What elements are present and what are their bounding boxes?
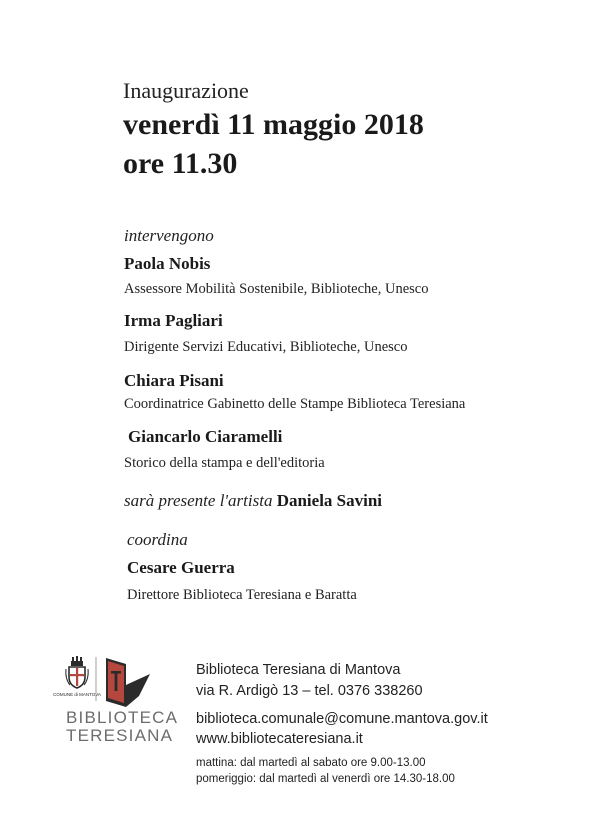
speaker-role: Storico della stampa e dell'editoria bbox=[124, 455, 325, 471]
library-wordmark bbox=[66, 709, 178, 745]
library-wordmark-line1: BIBLIOTECA bbox=[66, 708, 179, 727]
speaker-name: Chiara Pisani bbox=[124, 371, 224, 390]
comune-label: COMUNE di MANTOVA bbox=[53, 692, 101, 697]
speaker-name: Irma Pagliari bbox=[124, 311, 223, 330]
hours-afternoon: pomeriggio: dal martedì al venerdì ore 14.30-18.00 bbox=[196, 773, 455, 785]
speaker-role: Dirigente Servizi Educativi, Biblioteche, Unesco bbox=[124, 339, 408, 355]
event-time: ore 11.30 bbox=[123, 147, 238, 180]
library-logo-graphic bbox=[53, 655, 179, 710]
speaker-role: Assessore Mobilità Sostenibile, Biblioteche, Unesco bbox=[124, 281, 429, 297]
artist-name: Daniela Savini bbox=[276, 491, 383, 510]
coordinator-role: Direttore Biblioteca Teresiana e Baratta bbox=[127, 587, 357, 603]
book-emblem-icon bbox=[106, 658, 150, 707]
artist-intro: sarà presente l'artista bbox=[124, 491, 273, 510]
event-label: Inaugurazione bbox=[123, 78, 249, 103]
contact-website[interactable]: www.bibliotecateresiana.it bbox=[196, 731, 363, 747]
coordinator-intro: coordina bbox=[127, 530, 188, 549]
contact-address: via R. Ardigò 13 – tel. 0376 338260 bbox=[196, 683, 423, 699]
speaker-name: Paola Nobis bbox=[124, 254, 211, 273]
library-wordmark-line2: TERESIANA bbox=[66, 726, 174, 745]
coordinator-name: Cesare Guerra bbox=[127, 558, 235, 577]
contact-email[interactable]: biblioteca.comunale@comune.mantova.gov.it bbox=[196, 711, 488, 727]
comune-crest-icon bbox=[66, 656, 88, 688]
speaker-name: Giancarlo Ciaramelli bbox=[128, 427, 283, 446]
event-date: venerdì 11 maggio 2018 bbox=[123, 108, 424, 141]
speaker-role: Coordinatrice Gabinetto delle Stampe Biblioteca Teresiana bbox=[124, 396, 466, 412]
hours-morning: mattina: dal martedì al sabato ore 9.00-13.00 bbox=[196, 757, 426, 769]
artist-line bbox=[124, 491, 382, 511]
speakers-intro: intervengono bbox=[124, 226, 214, 245]
contact-name: Biblioteca Teresiana di Mantova bbox=[196, 662, 401, 678]
